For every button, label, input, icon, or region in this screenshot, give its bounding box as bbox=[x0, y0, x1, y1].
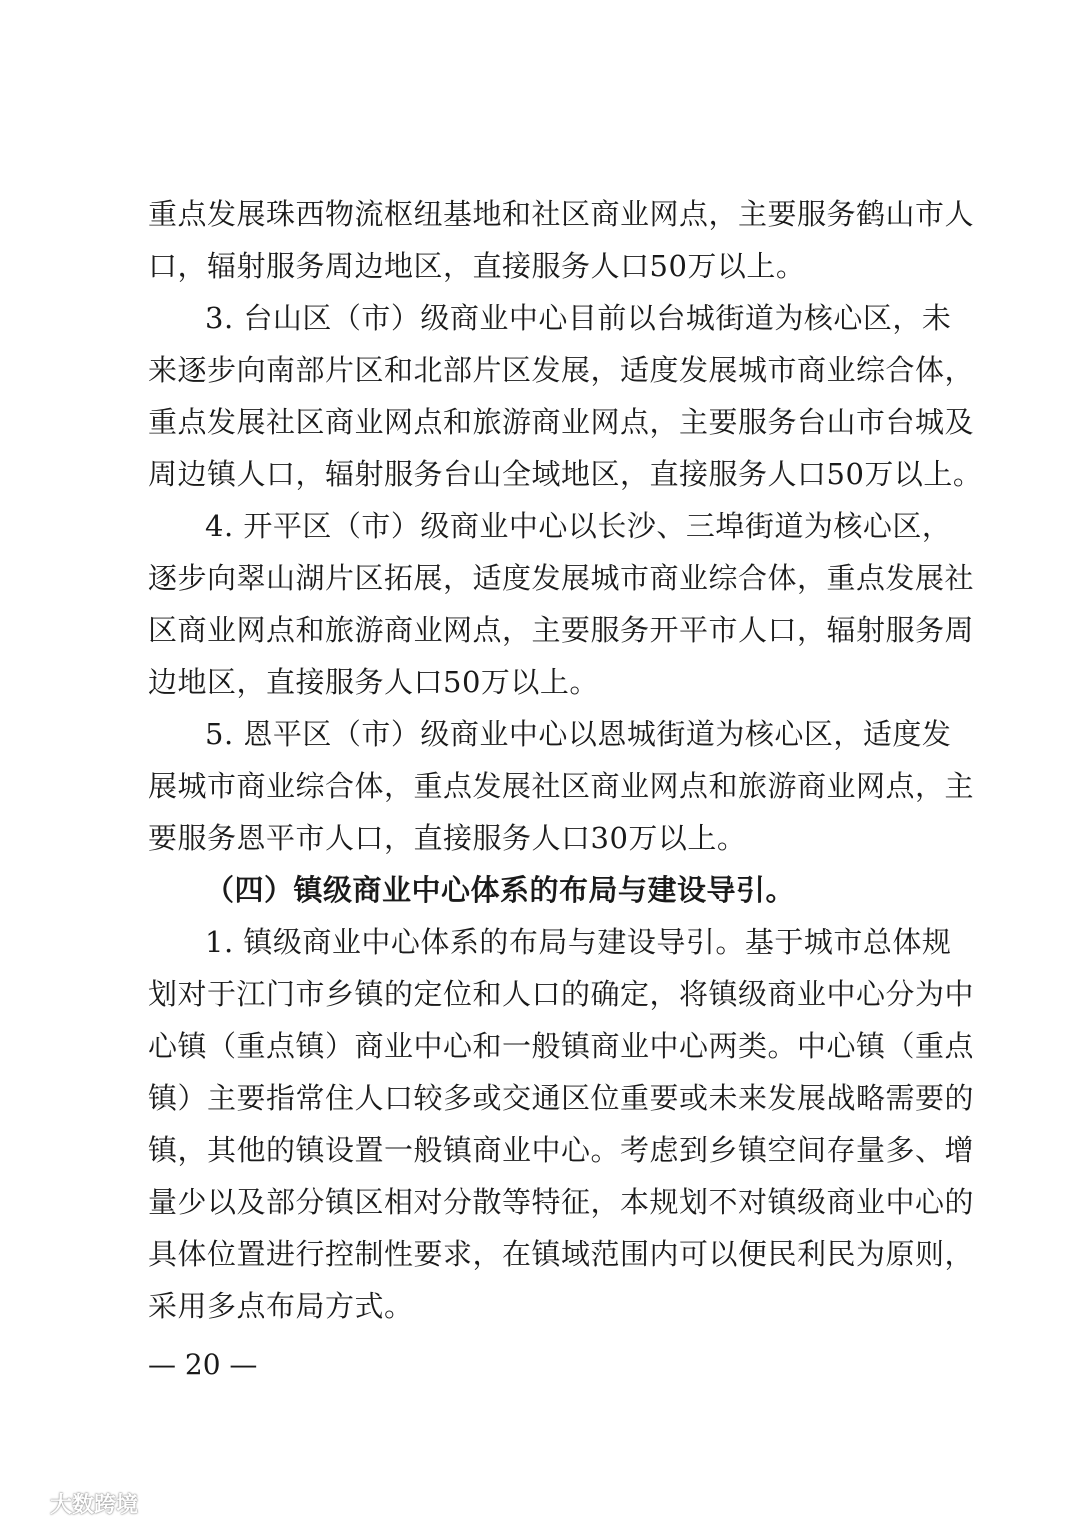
text-line: 重点发展社区商业网点和旅游商业网点，主要服务台山市台城及 bbox=[148, 405, 975, 439]
text-line: 重点发展珠西物流枢纽基地和社区商业网点，主要服务鹤山市人 bbox=[148, 197, 975, 231]
watermark bbox=[6, 1486, 138, 1520]
watermark-text: 大数跨境 bbox=[50, 1492, 139, 1518]
text-line: 要服务恩平市人口，直接服务人口30万以上。 bbox=[148, 821, 747, 855]
section-heading: （四）镇级商业中心体系的布局与建设导引。 bbox=[205, 873, 796, 907]
text-line: 区商业网点和旅游商业网点，主要服务开平市人口，辐射服务周 bbox=[148, 613, 975, 647]
text-line: 逐步向翠山湖片区拓展，适度发展城市商业综合体，重点发展社 bbox=[148, 561, 975, 595]
text-line: 划对于江门市乡镇的定位和人口的确定，将镇级商业中心分为中 bbox=[148, 977, 975, 1011]
text-line: 口，辐射服务周边地区，直接服务人口50万以上。 bbox=[148, 249, 806, 283]
sina-weibo-icon bbox=[6, 1489, 46, 1517]
text-line: 3. 台山区（市）级商业中心目前以台城街道为核心区，未 bbox=[205, 301, 952, 335]
text-line: 1. 镇级商业中心体系的布局与建设导引。基于城市总体规 bbox=[205, 925, 952, 959]
page-number: — 20 — bbox=[148, 1348, 258, 1381]
text-line: 5. 恩平区（市）级商业中心以恩城街道为核心区，适度发 bbox=[205, 717, 952, 751]
text-line: 4. 开平区（市）级商业中心以长沙、三埠街道为核心区， bbox=[205, 509, 952, 543]
text-line: 镇，其他的镇设置一般镇商业中心。考虑到乡镇空间存量多、增 bbox=[148, 1133, 975, 1167]
text-line: 镇）主要指常住人口较多或交通区位重要或未来发展战略需要的 bbox=[148, 1081, 975, 1115]
text-line: 来逐步向南部片区和北部片区发展，适度发展城市商业综合体， bbox=[148, 353, 975, 387]
text-line: 采用多点布局方式。 bbox=[148, 1289, 414, 1323]
text-line: 具体位置进行控制性要求，在镇域范围内可以便民利民为原则， bbox=[148, 1237, 975, 1271]
text-line: 周边镇人口，辐射服务台山全域地区，直接服务人口50万以上。 bbox=[148, 457, 983, 491]
text-line: 展城市商业综合体，重点发展社区商业网点和旅游商业网点，主 bbox=[148, 769, 975, 803]
text-line: 边地区，直接服务人口50万以上。 bbox=[148, 665, 599, 699]
text-line: 心镇（重点镇）商业中心和一般镇商业中心两类。中心镇（重点 bbox=[148, 1029, 975, 1063]
text-line: 量少以及部分镇区相对分散等特征，本规划不对镇级商业中心的 bbox=[148, 1185, 975, 1219]
